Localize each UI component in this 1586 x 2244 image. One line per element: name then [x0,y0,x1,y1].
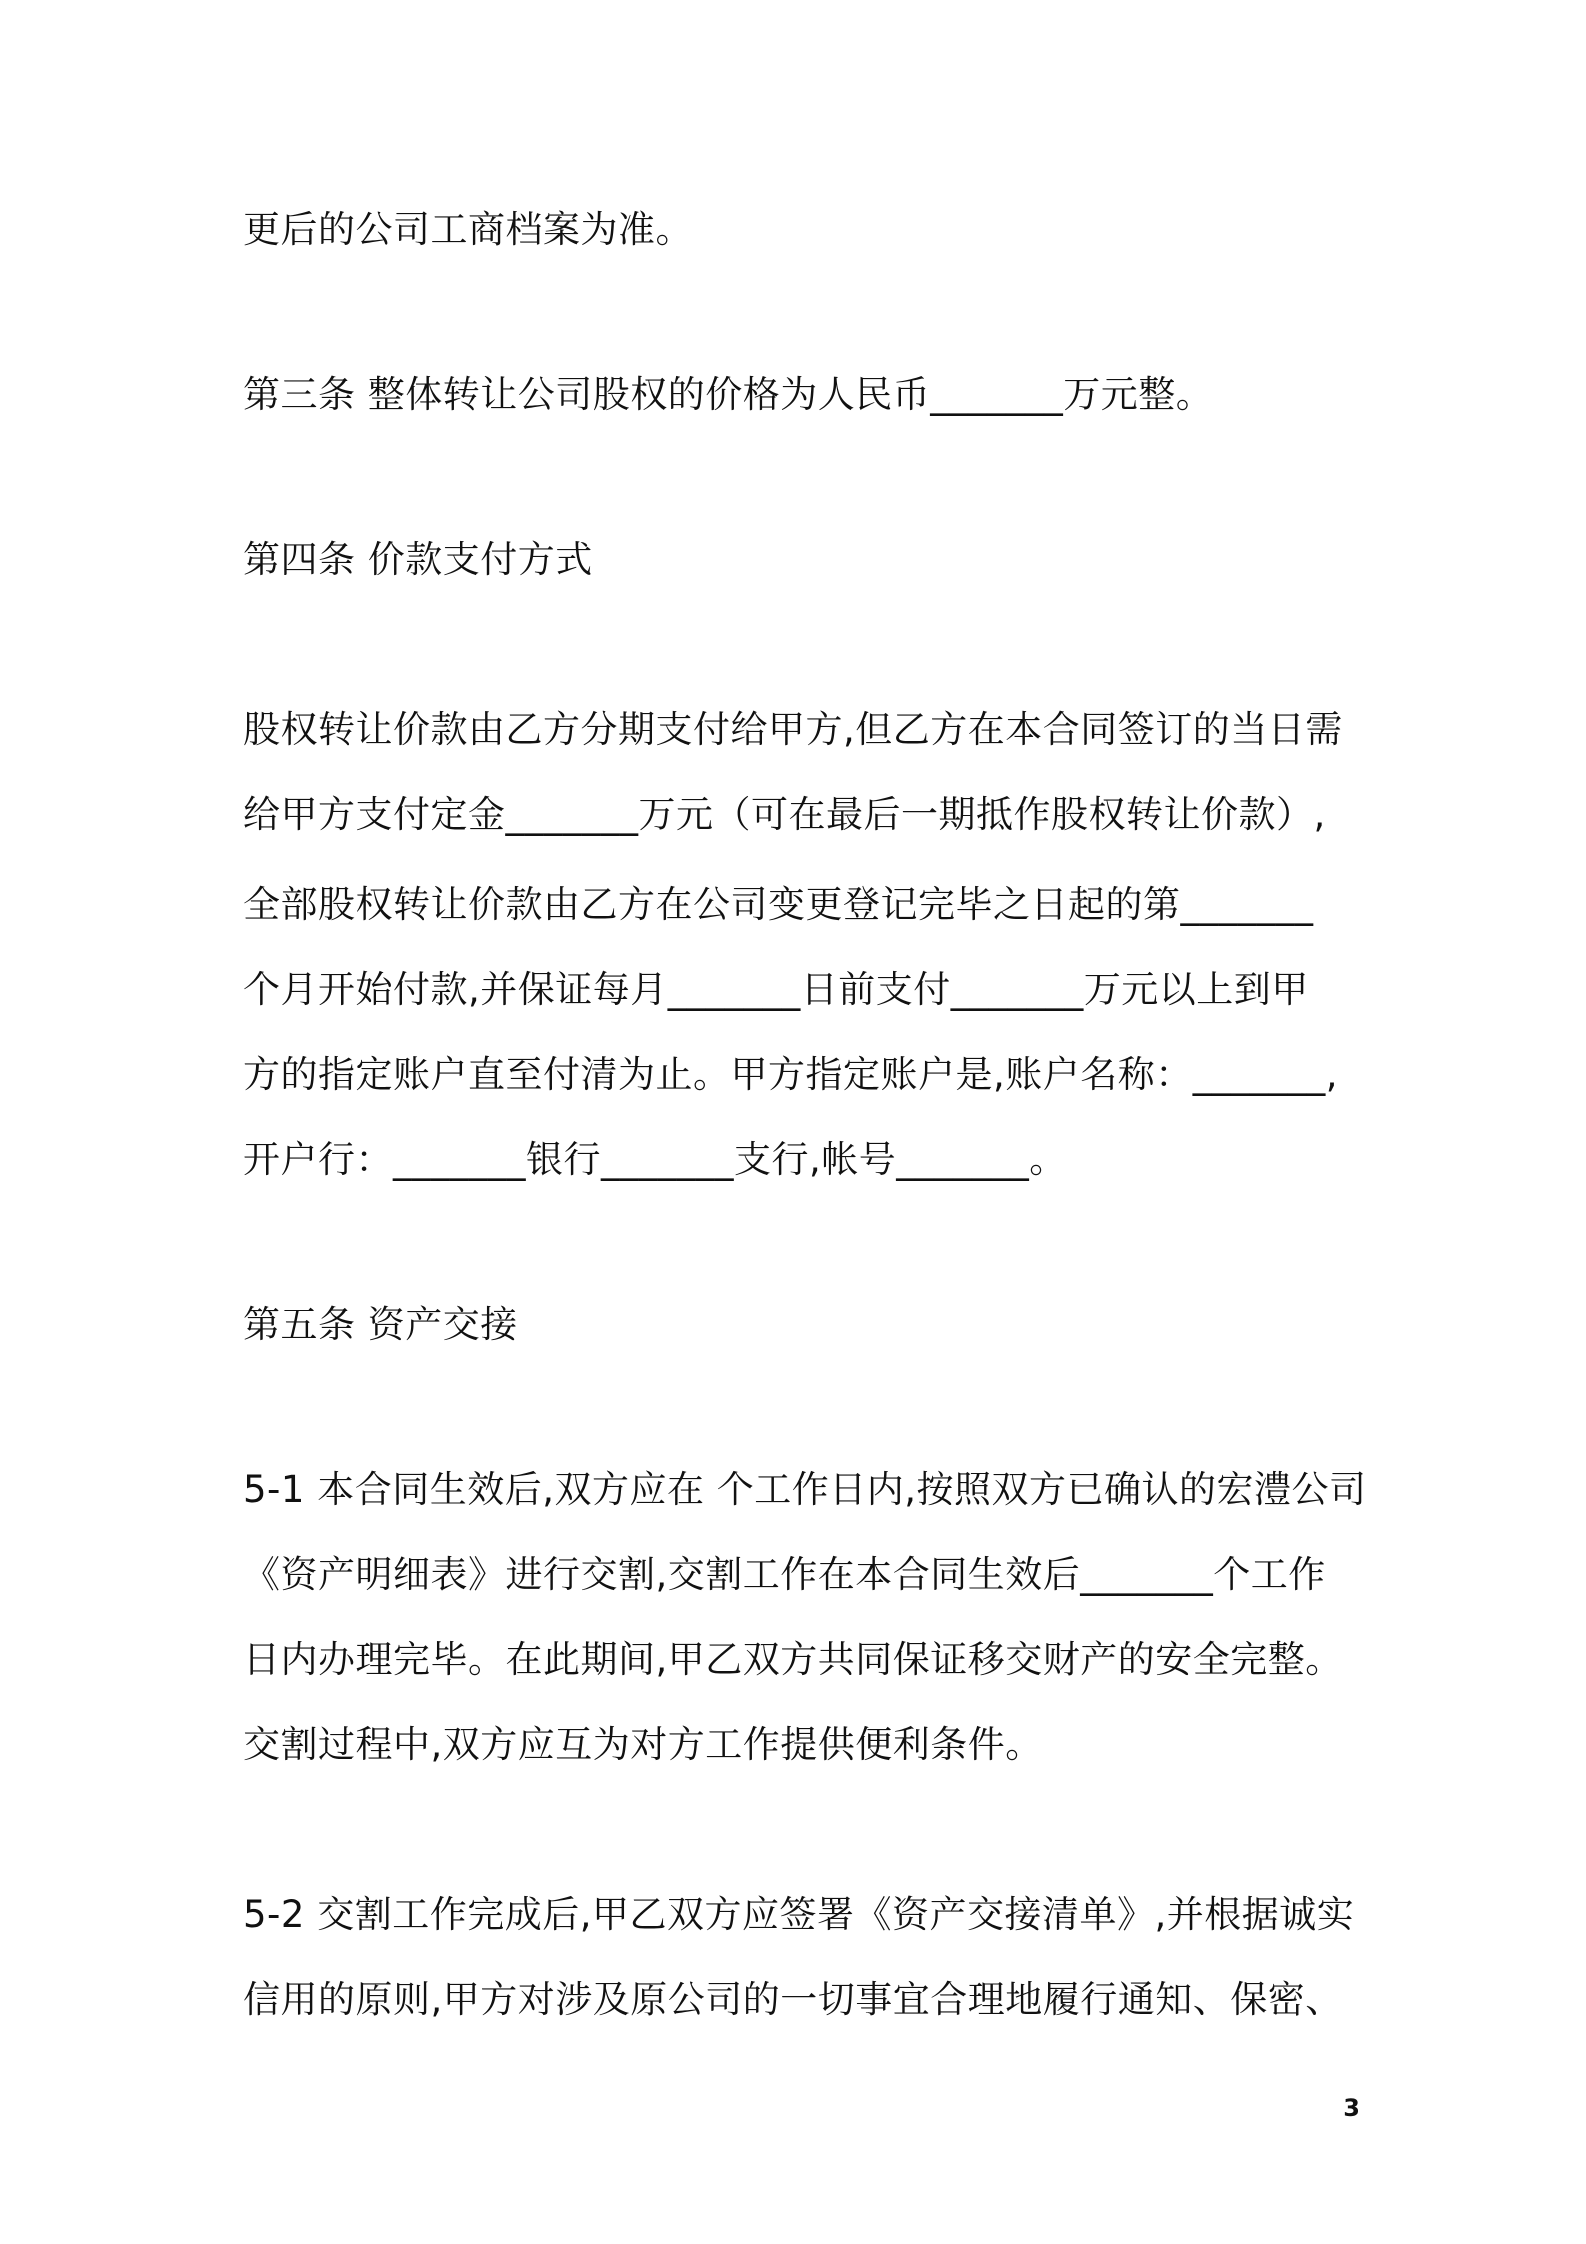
article-5-heading: 第五条 资产交接 [243,1303,518,1346]
payment-line-5: 方的指定账户直至付清为止。甲方指定账户是,账户名称：_______, [243,1053,1339,1096]
clause-5-1-line-4: 交割过程中,双方应互为对方工作提供便利条件。 [243,1723,1043,1766]
text-line-continuation: 更后的公司工商档案为准。 [243,208,693,251]
page-number: 3 [1343,2094,1360,2122]
article-3-price: 第三条 整体转让公司股权的价格为人民币_______万元整。 [243,373,1214,416]
payment-line-4: 个月开始付款,并保证每月_______日前支付_______万元以上到甲 [243,968,1309,1011]
clause-5-1-line-2: 《资产明细表》进行交割,交割工作在本合同生效后_______个工作 [243,1553,1326,1596]
clause-5-1-line-1: 5-1 本合同生效后,双方应在 个工作日内,按照双方已确认的宏澧公司 [243,1468,1367,1511]
article-4-heading: 第四条 价款支付方式 [243,538,593,581]
payment-line-1: 股权转让价款由乙方分期支付给甲方,但乙方在本合同签订的当日需 [243,708,1343,751]
payment-line-2: 给甲方支付定金_______万元（可在最后一期抵作股权转让价款）, [243,793,1326,836]
payment-line-6: 开户行：_______银行_______支行,帐号_______。 [243,1138,1067,1181]
clause-5-1-line-3: 日内办理完毕。在此期间,甲乙双方共同保证移交财产的安全完整。 [243,1638,1343,1681]
clause-5-2-line-1: 5-2 交割工作完成后,甲乙双方应签署《资产交接清单》,并根据诚实 [243,1893,1355,1936]
payment-line-3: 全部股权转让价款由乙方在公司变更登记完毕之日起的第_______ [243,883,1314,926]
clause-5-2-line-2: 信用的原则,甲方对涉及原公司的一切事宜合理地履行通知、保密、 [243,1978,1343,2021]
